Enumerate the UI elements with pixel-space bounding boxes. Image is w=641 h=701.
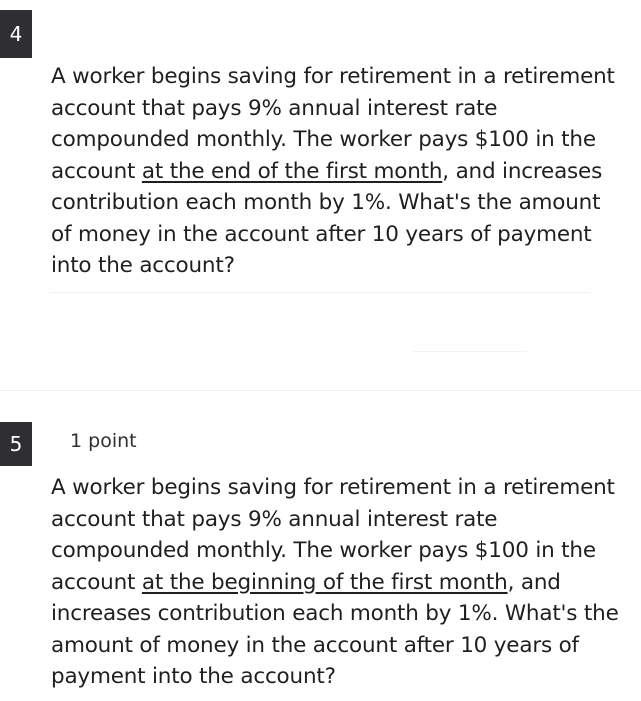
prompt-text-continued: , and increases contribution each month by 1%. What's the amount of money in the account after 10 years of payment into the account? bbox=[51, 569, 619, 689]
answer-area-divider bbox=[50, 292, 590, 293]
question-prompt bbox=[51, 472, 626, 693]
question-5 bbox=[0, 390, 641, 701]
prompt-text-continued: , and increases contribution each month by 1%. What's the amount of money in the account after 10 years of payment into the account? bbox=[51, 158, 603, 278]
question-number-badge: 4 bbox=[0, 10, 32, 58]
prompt-emphasis: at the beginning of the first month bbox=[141, 569, 508, 595]
question-number-badge: 5 bbox=[0, 422, 32, 466]
question-points: 1 point bbox=[70, 430, 137, 452]
question-prompt bbox=[51, 61, 626, 282]
prompt-text: A worker begins saving for retirement in a retirement account that pays 9% annual interest rate compounded monthly. The worker pays $100 in the account bbox=[51, 475, 615, 595]
prompt-emphasis: at the end of the first month bbox=[141, 158, 443, 184]
prompt-text: A worker begins saving for retirement in a retirement account that pays 9% annual interest rate compounded monthly. The worker pays $100 in the account bbox=[51, 64, 615, 184]
answer-area-divider bbox=[412, 351, 527, 352]
